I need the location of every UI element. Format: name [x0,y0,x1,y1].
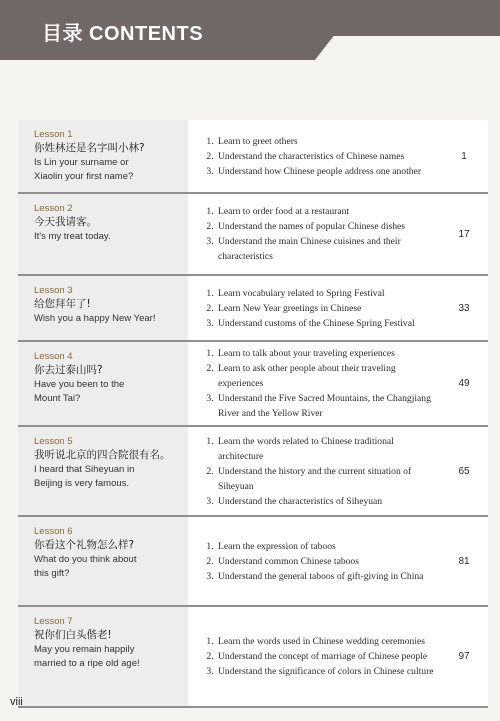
objective-item: 3. Understand the Five Sacred Mountains, the Changjiang River and the Yellow River [216,391,436,421]
lesson-title-zh: 你去过泰山吗? [34,364,103,376]
lesson-objectives [188,193,440,275]
page-number[interactable]: 81 [458,555,470,567]
objective-item: 3. Understand customs of the Chinese Spring Festival [216,316,436,331]
objective-item: 1. Learn to talk about your traveling experiences [216,346,436,361]
lesson-number: Lesson 3 [34,285,73,296]
objective-item: 2. Understand common Chinese taboos [216,554,436,569]
page-number[interactable]: 97 [458,651,470,662]
header-diagonal-cut [302,36,500,76]
lesson-row-5[interactable] [18,426,488,516]
lesson-objectives [188,516,440,606]
lesson-title-cell [18,516,188,606]
objective-item: 2. Understand the names of popular Chinese dishes [216,219,436,234]
page-number[interactable]: 17 [458,228,470,240]
lesson-objectives [188,275,440,341]
objective-item: 1. Learn to order food at a restaurant [216,204,436,219]
objective-item: 3. Understand the characteristics of Siheyuan [216,494,436,509]
lesson-title-en: Xiaolin your first name? [34,171,134,182]
lesson-title-en: Have you been to the [34,379,125,390]
objective-item: 2. Understand the characteristics of Chinese names [216,149,436,164]
lesson-row-7[interactable] [18,606,488,707]
objective-item: 1. Learn to greet others [216,134,436,149]
lesson-row-1[interactable] [18,120,488,193]
objective-item: 2. Learn New Year greetings in Chinese [216,301,436,316]
lesson-title-zh: 给您拜年了! [34,298,91,310]
lesson-title-zh: 我听说北京的四合院很有名。 [34,449,171,461]
objective-item: 3. Understand the significance of colors in Chinese culture [216,664,436,679]
contents-table [18,120,488,708]
lesson-title-cell [18,606,188,707]
lesson-title-en: Is Lin your surname or [34,157,129,168]
lesson-number: Lesson 4 [34,351,73,362]
lesson-title-en: It's my treat today. [34,231,111,242]
lesson-title-cell [18,426,188,516]
page-folio: viii [10,696,23,708]
page-number[interactable]: 33 [458,302,470,314]
page-number[interactable]: 49 [458,378,470,389]
lesson-objectives [188,120,440,193]
lesson-number: Lesson 2 [34,203,73,214]
lesson-title-cell [18,341,188,426]
objective-item: 1. Learn vocabulary related to Spring Festival [216,286,436,301]
objective-item: 1. Learn the words used in Chinese wedding ceremonies [216,634,436,649]
lesson-row-3[interactable] [18,275,488,341]
lesson-title-cell [18,275,188,341]
lesson-title-zh: 你看这个礼物怎么样? [34,539,135,551]
lesson-title-zh: 今天我请客。 [34,216,97,228]
header-band [0,0,500,60]
objective-item: 2. Learn to ask other people about their traveling experiences [216,361,436,391]
objective-item: 2. Understand the history and the current situation of Siheyuan [216,464,436,494]
objective-item: 3. Understand the general taboos of gift-giving in China [216,569,436,584]
objective-item: 3. Understand how Chinese people address one another [216,164,436,179]
lesson-number: Lesson 1 [34,129,73,140]
lesson-title-en: What do you think about [34,554,137,565]
objective-item: 1. Learn the words related to Chinese traditional architecture [216,434,436,464]
lesson-title-cell [18,120,188,193]
lesson-title-zh: 你姓林还是名字叫小林? [34,142,145,154]
lesson-objectives [188,426,440,516]
page-number[interactable]: 65 [458,465,470,477]
lesson-title-en: I heard that Siheyuan in [34,464,135,475]
lesson-title-en: Mount Tai? [34,393,81,404]
lesson-title-cell [18,193,188,275]
lesson-number: Lesson 5 [34,436,73,447]
page-number[interactable]: 1 [461,150,467,162]
objective-item: 2. Understand the concept of marriage of Chinese people [216,649,436,664]
lesson-number: Lesson 6 [34,526,73,537]
lesson-number: Lesson 7 [34,616,73,627]
lesson-title-en: married to a ripe old age! [34,658,140,669]
lesson-row-6[interactable] [18,516,488,606]
page-title: 目录 CONTENTS [42,23,204,45]
lesson-row-4[interactable] [18,341,488,426]
objective-item: 1. Learn the expression of taboos [216,539,436,554]
objective-item: 3. Understand the main Chinese cuisines and their characteristics [216,234,436,264]
lesson-title-zh: 祝你们白头偕老! [34,629,112,641]
lesson-row-2[interactable] [18,193,488,275]
lesson-title-en: Wish you a happy New Year! [34,313,156,324]
lesson-objectives [188,341,440,426]
lesson-title-en: this gift? [34,568,70,579]
lesson-title-en: May you remain happily [34,644,135,655]
lesson-title-en: Beijing is very famous. [34,478,130,489]
lesson-objectives [188,606,440,707]
